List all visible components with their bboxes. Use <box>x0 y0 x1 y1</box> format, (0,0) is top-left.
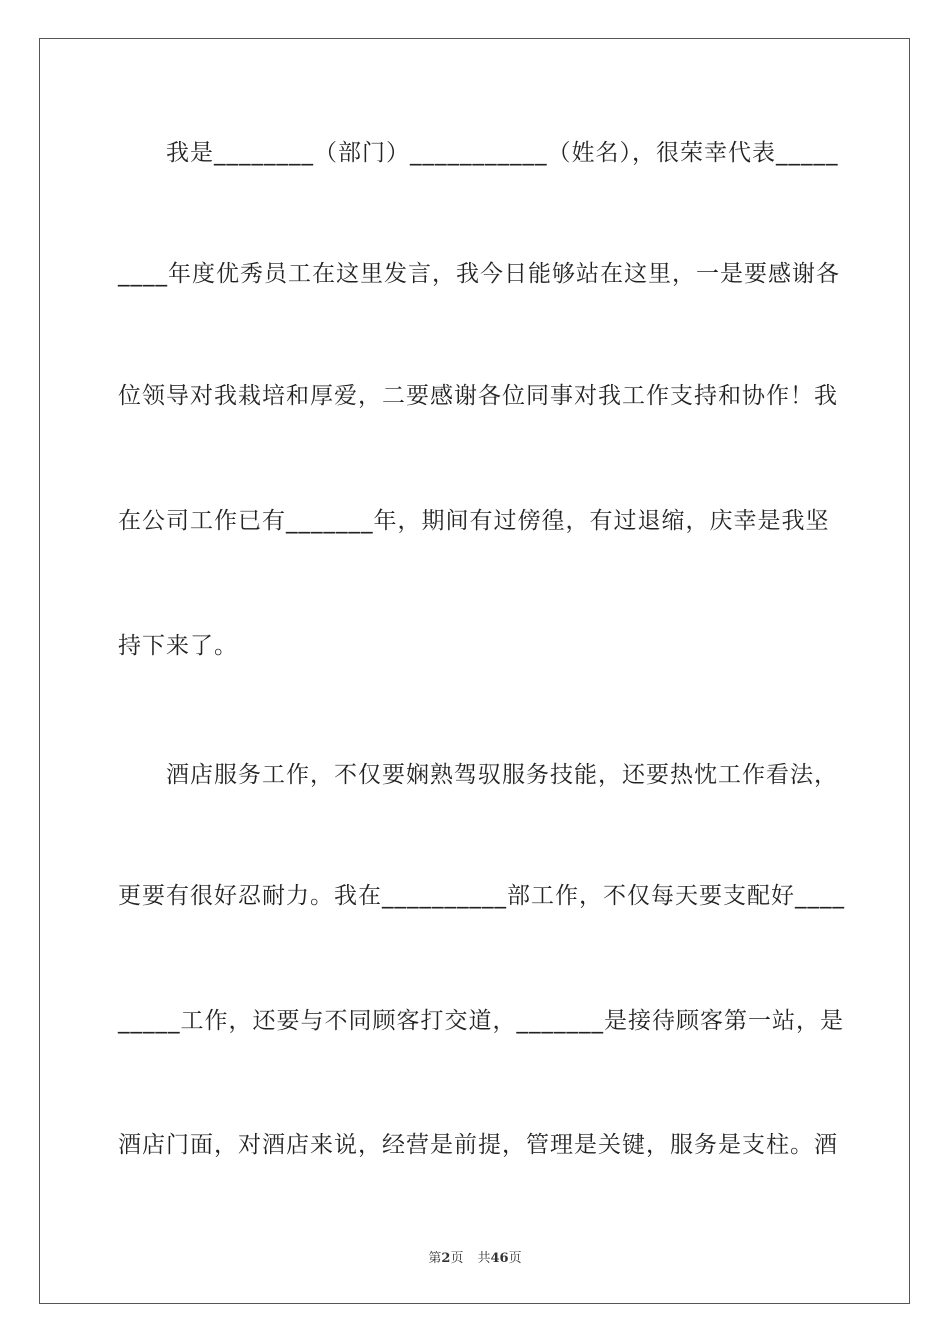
page-total: 46 <box>490 1251 509 1266</box>
page-footer <box>0 1247 950 1266</box>
text-line: 酒店服务工作，不仅要娴熟驾驭服务技能，还要热忱工作看法， <box>118 762 838 788</box>
text-line: _____工作，还要与不同顾客打交道，_______是接待顾客第一站，是 <box>118 1008 844 1034</box>
text-line: 更要有很好忍耐力。我在__________部工作，不仅每天要支配好____ <box>118 883 845 909</box>
page-prefix: 第 <box>428 1251 442 1266</box>
text-line: ____年度优秀员工在这里发言，我今日能够站在这里，一是要感谢各 <box>118 261 840 287</box>
text-line: 我是________（部门）___________（姓名），很荣幸代表_____ <box>118 140 839 166</box>
page-border <box>39 38 910 1304</box>
text-line: 酒店门面，对酒店来说，经营是前提，管理是关键，服务是支柱。酒 <box>118 1132 838 1158</box>
page-suffix: 页 <box>450 1251 464 1266</box>
total-prefix: 共 <box>477 1251 491 1266</box>
text-line: 位领导对我栽培和厚爱，二要感谢各位同事对我工作支持和协作！我 <box>118 383 838 409</box>
page-current: 2 <box>441 1251 451 1266</box>
text-line: 持下来了。 <box>118 633 238 659</box>
text-line: 在公司工作已有_______年，期间有过傍徨，有过退缩，庆幸是我坚 <box>118 508 830 534</box>
total-suffix: 页 <box>508 1251 522 1266</box>
